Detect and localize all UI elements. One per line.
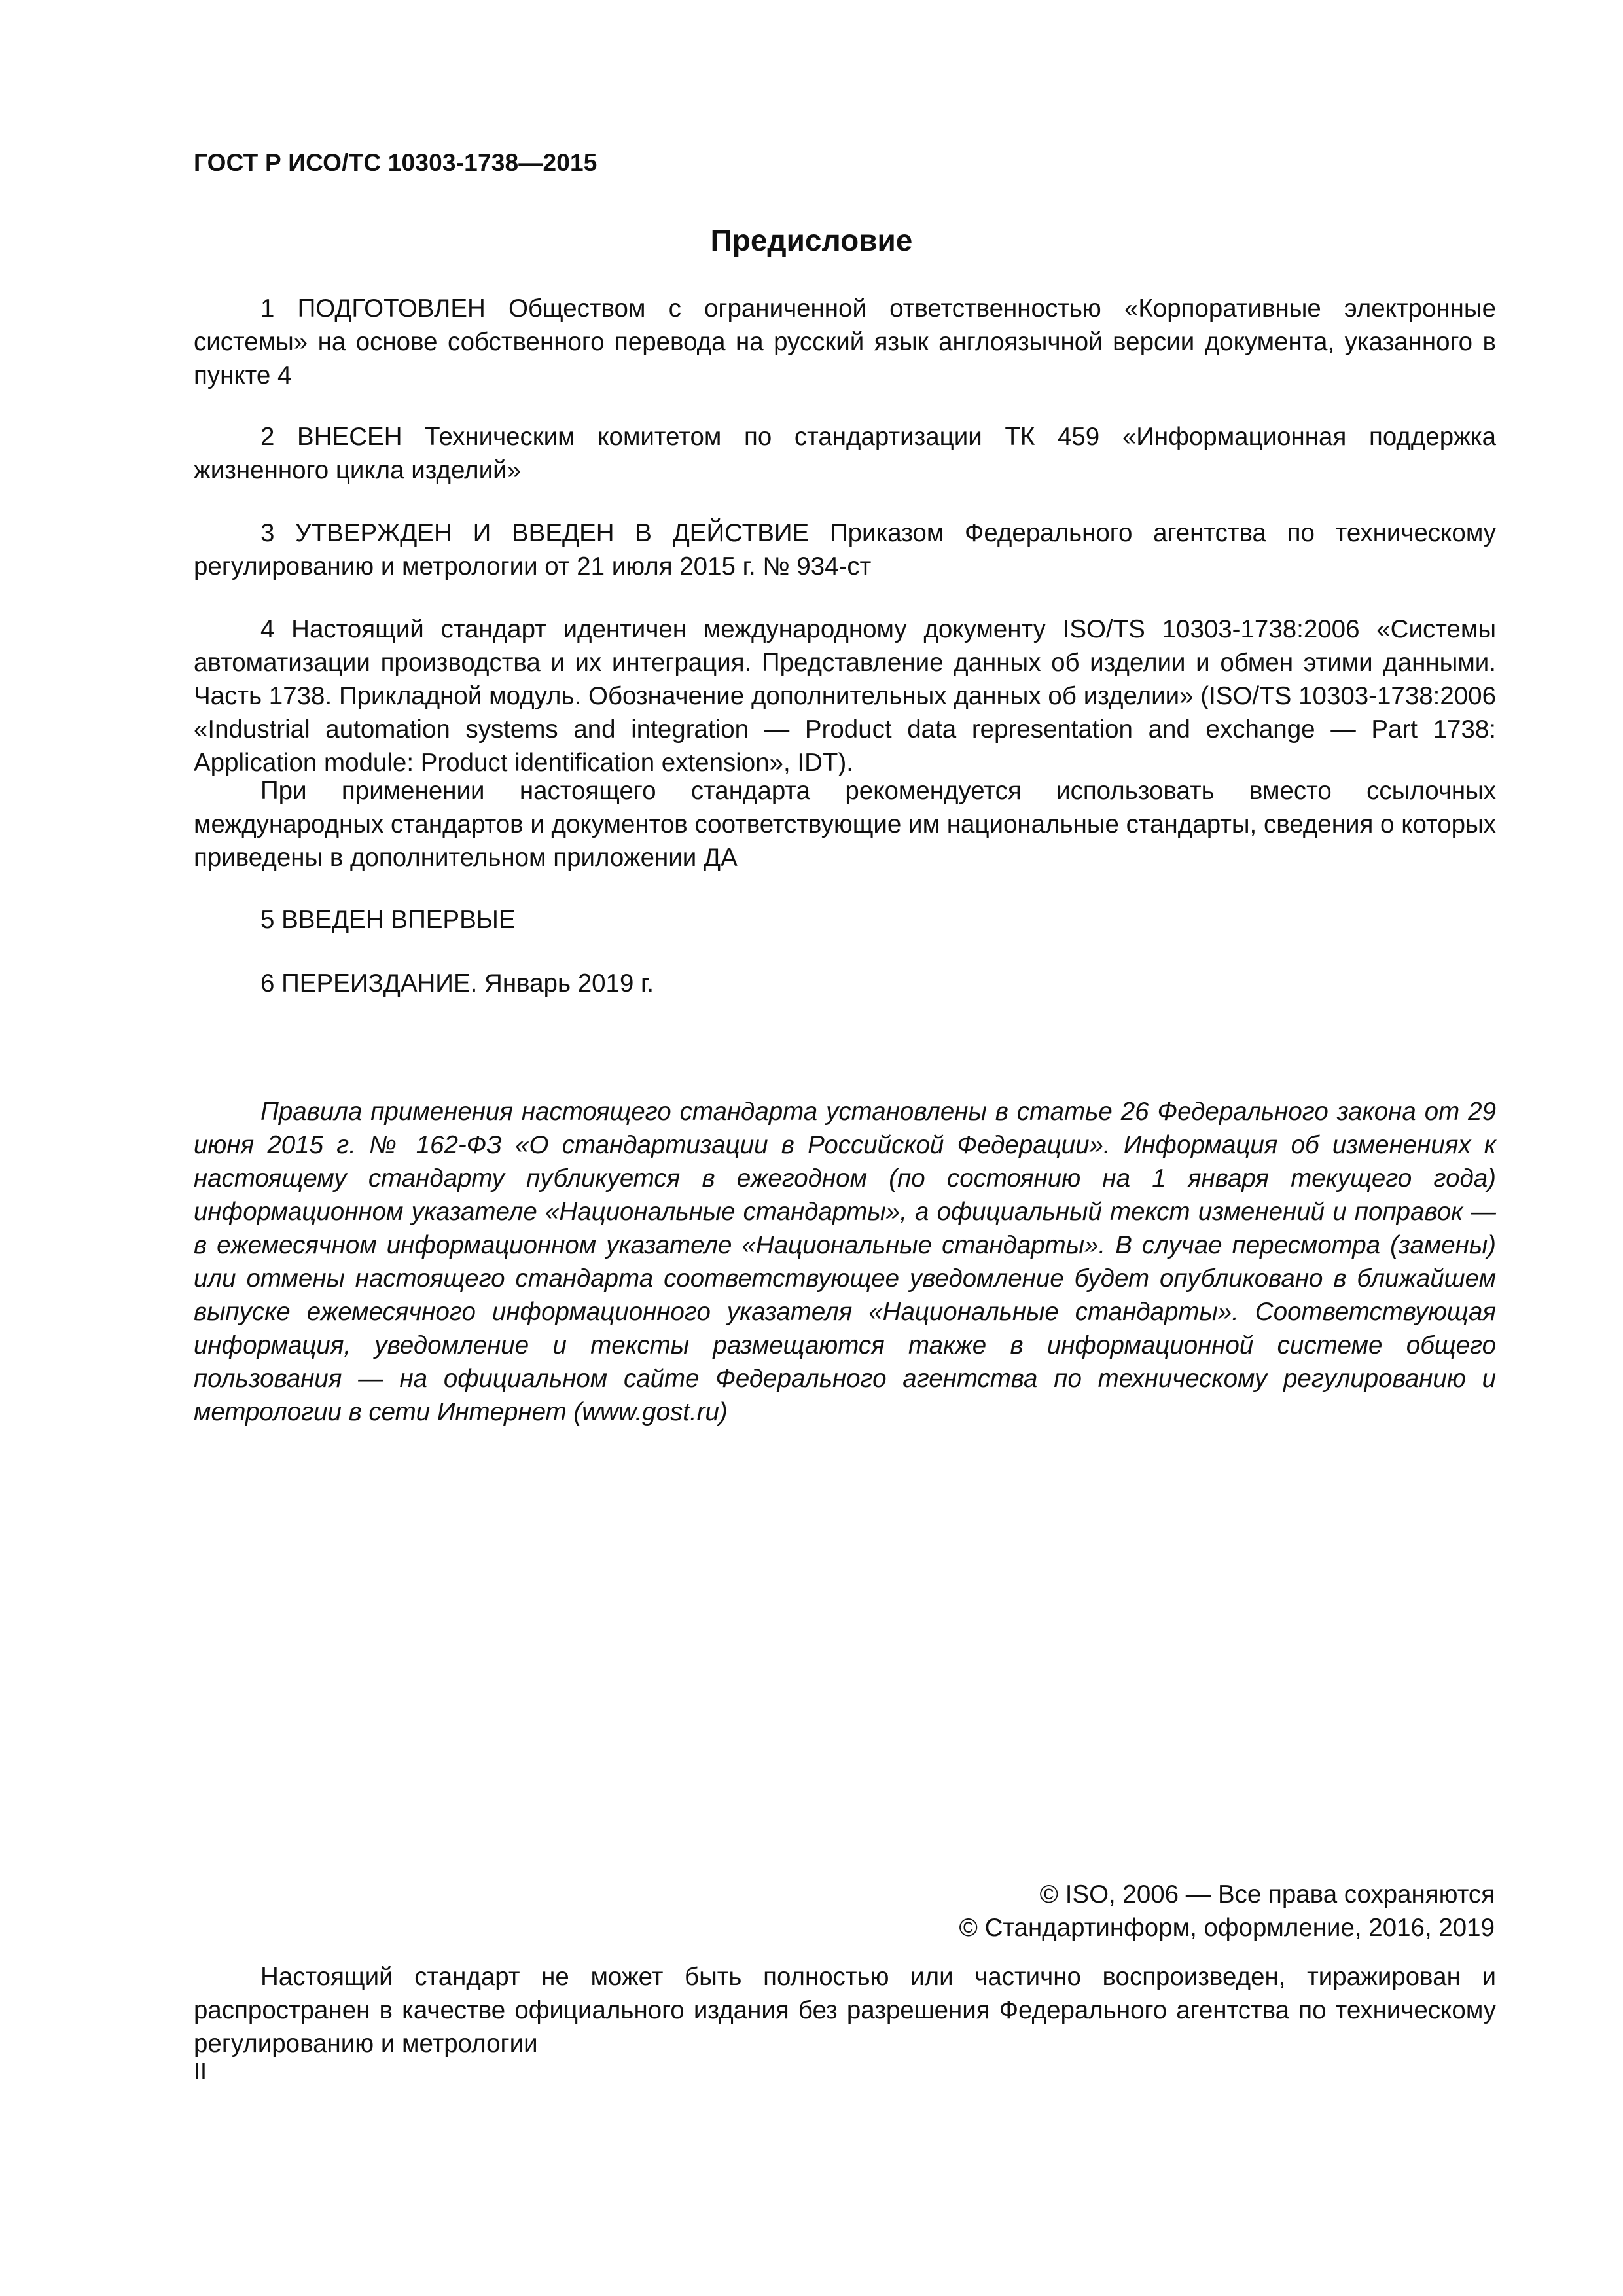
- foreword-item-6: [194, 967, 1496, 1000]
- foreword-item-4-note: [194, 774, 1496, 874]
- foreword-item-5: [194, 903, 1496, 937]
- copyright-iso: © ISO, 2006 — Все права сохраняются: [1039, 1880, 1495, 1909]
- foreword-item-3: [194, 516, 1496, 583]
- foreword-item-2-text: 2 ВНЕСЕН Техническим комитетом по стандартизации ТК 459 «Информационная поддержка жизненного цикла изделий»: [194, 423, 1496, 484]
- foreword-item-2: [194, 420, 1496, 487]
- copyright-block: [959, 1878, 1495, 1945]
- application-rules-notice: Правила применения настоящего стандарта установлены в статье 26 Федерального закона от 29 июня 2015 г. № 162-ФЗ «О стандартизации в Российской Федерации». Информация об изменениях к настоящему стандарту публикуется в ежегодном (по состоянию на 1 января текущего года) информационном указателе «Национальные стандарты», а официальный текст изменений и поправок — в ежемесячном информационном указателе «Национальные стандарты». В случае пересмотра (замены) или отмены настоящего стандарта соответствующее уведомление будет опубликовано в ближайшем выпуске ежемесячного информационного указателя «Национальные стандарты». Соответствующая информация, уведомление и тексты размещаются также в информационной системе общего пользования — на официальном сайте Федерального агентства по техническому регулированию и метрологии в сети Интернет (www.gost.ru): [194, 1098, 1496, 1426]
- copyright-standartinform: © Стандартинформ, оформление, 2016, 2019: [959, 1914, 1495, 1942]
- reproduction-notice: Настоящий стандарт не может быть полностью или частично воспроизведен, тиражирован и распространен в качестве официального издания без разрешения Федерального агентства по техническому регулированию и метрологии: [194, 1963, 1496, 2058]
- foreword-item-1: [194, 292, 1496, 392]
- page-title: Предисловие: [710, 223, 913, 257]
- page-number: II: [194, 2058, 207, 2085]
- foreword-item-4: [194, 613, 1496, 780]
- foreword-item-4-note-text: При применении настоящего стандарта рекомендуется использовать вместо ссылочных международных стандартов и документов соответствующие им национальные стандарты, сведения о которых приведены в дополнительном приложении ДА: [194, 777, 1496, 872]
- document-code-header: ГОСТ Р ИСО/ТС 10303-1738—2015: [194, 149, 597, 176]
- foreword-item-3-text: 3 УТВЕРЖДЕН И ВВЕДЕН В ДЕЙСТВИЕ Приказом Федерального агентства по техническому регулированию и метрологии от 21 июля 2015 г. № 934-ст: [194, 519, 1496, 581]
- foreword-item-5-text: 5 ВВЕДЕН ВПЕРВЫЕ: [260, 906, 516, 934]
- foreword-item-6-text: 6 ПЕРЕИЗДАНИЕ. Январь 2019 г.: [260, 969, 654, 997]
- foreword-item-4-text: 4 Настоящий стандарт идентичен международному документу ISO/TS 10303-1738:2006 «Системы автоматизации производства и их интеграция. Представление данных об изделии и обмен этими данными. Часть 1738. Прикладной модуль. Обозначение дополнительных данных об изделии» (ISO/TS 10303-1738:2006 «Industrial automation systems and integration — Product data representation and exchange — Part 1738: Application module: Product identification extension», IDT).: [194, 615, 1496, 777]
- foreword-item-1-text: 1 ПОДГОТОВЛЕН Обществом с ограниченной ответственностью «Корпоративные электронные системы» на основе собственного перевода на русский язык англоязычной версии документа, указанного в пункте 4: [194, 295, 1496, 389]
